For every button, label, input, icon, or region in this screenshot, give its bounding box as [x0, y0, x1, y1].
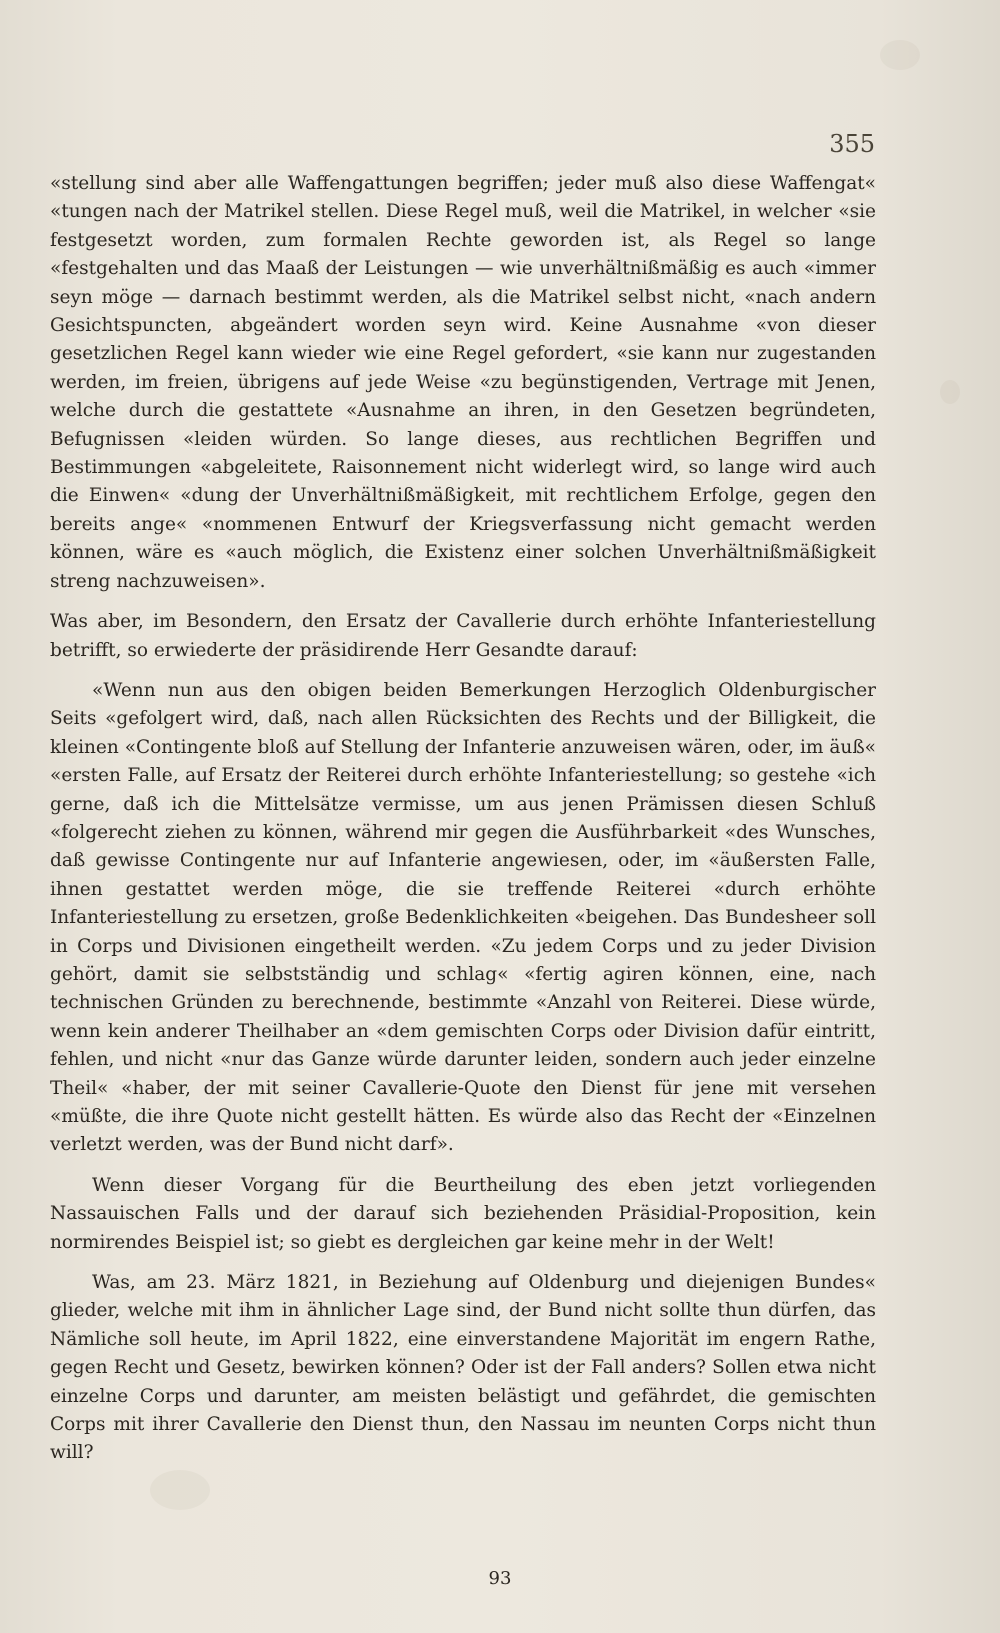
paper-stain	[940, 380, 960, 404]
paragraph-quote-presidial: «Wenn nun aus den obigen beiden Bemerkungen Herzoglich Oldenburgischer Seits «gefolgert wird, daß, nach allen Rücksichten des Rechts und der Billigkeit, die kleinen «Contingente bloß auf Stellung der Infanterie anzuweisen wären, oder, im äuß« «ersten Falle, auf Ersatz der Reiterei durch erhöhte Infanteriestellung; so gestehe «ich gerne, daß ich die Mittelsätze vermisse, um aus jenen Prämissen diesen Schluß «folgerecht ziehen zu können, während mir gegen die Ausführbarkeit «des Wunsches, daß gewisse Contingente nur auf Infanterie angewiesen, oder, im «äußersten Falle, ihnen gestattet werden möge, die sie treffende Reiterei «durch erhöhte Infanteriestellung zu ersetzen, große Bedenklichkeiten «beigehen. Das Bundesheer soll in Corps und Divisionen eingetheilt werden. «Zu jedem Corps und zu jeder Division gehört, damit sie selbstständig und schlag« «fertig agiren können, eine, nach technischen Gründen zu berechnende, bestimmte «Anzahl von Reiterei. Diese würde, wenn kein anderer Theilhaber an «dem gemischten Corps oder Division dafür eintritt, fehlen, und nicht «nur das Ganze würde darunter leiden, sondern auch jeder einzelne Theil« «haber, der mit seiner Cavallerie-Quote den Dienst für jene mit versehen «müßte, die ihre Quote nicht gestellt hätten. Es würde also das Recht der «Einzelnen verletzt werden, was der Bund nicht darf».	[50, 679, 876, 1156]
paragraph-conclusion: Was, am 23. März 1821, in Beziehung auf Oldenburg und diejenigen Bundes« glieder, welche mit ihm in ähnlicher Lage sind, der Bund nicht sollte thun dürfen, das Nämliche soll heute, im April 1822, eine einverstandene Majorität im engern Rathe, gegen Recht und Gesetz, bewirken können? Oder ist der Fall anders? Sollen etwa nicht einzelne Corps und darunter, am meisten belästigt und gefährdet, die gemischten Corps mit ihrer Cavallerie den Dienst thun, den Nassau im neunten Corps nicht thun will?	[50, 1272, 876, 1464]
page-number: 355	[829, 130, 875, 158]
body-text	[50, 170, 876, 1480]
paragraph-transition: Was aber, im Besondern, den Ersatz der Cavallerie durch erhöhte Infanteriestellung betrifft, so erwiederte der präsidirende Herr Gesandte darauf:	[50, 611, 876, 661]
printer-signature: 93	[488, 1568, 512, 1589]
paper-stain	[880, 40, 920, 70]
paragraph-argument: Wenn dieser Vorgang für die Beurtheilung des eben jetzt vorliegenden Nassauischen Falls und der darauf sich beziehenden Präsidial-Proposition, kein normirendes Beispiel ist; so giebt es dergleichen gar keine mehr in der Welt!	[50, 1174, 876, 1253]
paragraph-quote-continued: «stellung sind aber alle Waffengattungen begriffen; jeder muß also diese Waffengat« «tungen nach der Matrikel stellen. Diese Regel muß, weil die Matrikel, in welcher «sie festgesetzt worden, zum formalen Rechte geworden ist, als Regel so lange «festgehalten und das Maaß der Leistungen — wie unverhältnißmäßig es auch «immer seyn möge — darnach bestimmt werden, als die Matrikel selbst nicht, «nach andern Gesichtspuncten, abgeändert worden seyn wird. Keine Ausnahme «von dieser gesetzlichen Regel kann wieder wie eine Regel gefordert, «sie kann nur zugestanden werden, im freien, übrigens auf jede Weise «zu begünstigenden, Vertrage mit Jenen, welche durch die gestattete «Ausnahme an ihren, in den Gesetzen begründeten, Befugnissen «leiden würden. So lange dieses, aus rechtlichen Begriffen und Bestimmungen «abgeleitete, Raisonnement nicht widerlegt wird, so lange wird auch die Einwen« «dung der Unverhältnißmäßigkeit, mit rechtlichem Erfolge, gegen den bereits ange« «nommenen Entwurf der Kriegsverfassung nicht gemacht werden können, wäre es «auch möglich, die Existenz einer solchen Unverhältnißmäßigkeit streng nachzuweisen».	[50, 173, 876, 592]
